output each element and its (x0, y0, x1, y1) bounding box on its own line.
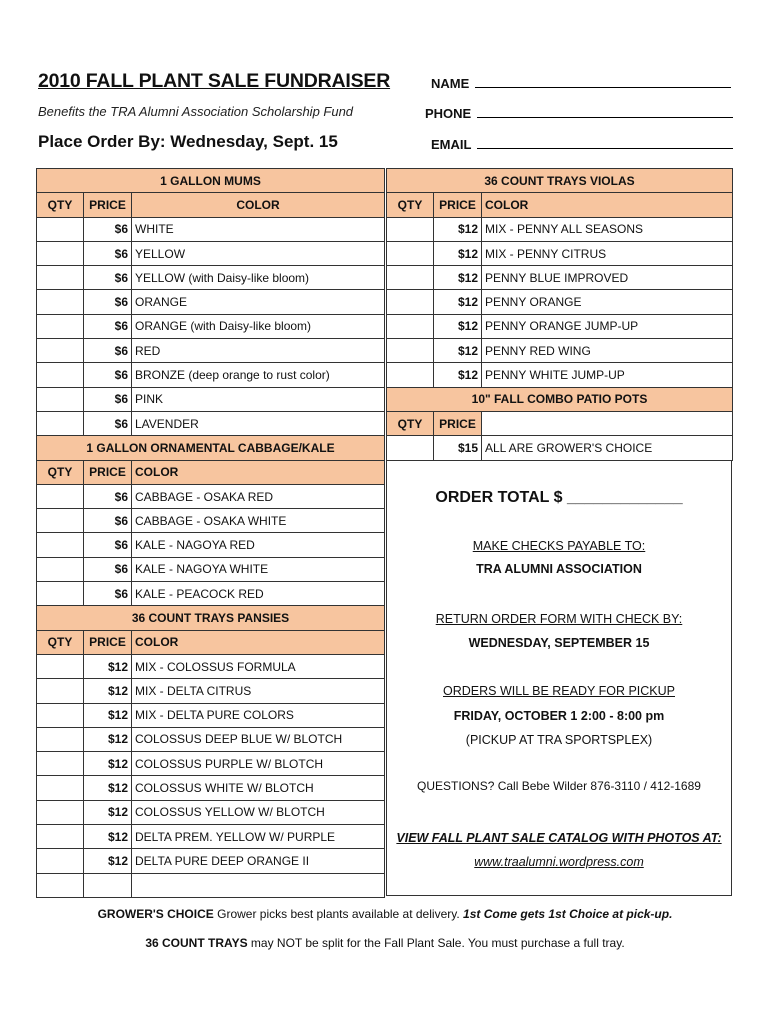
item-name-cell: YELLOW (with Daisy-like bloom) (132, 266, 385, 290)
table-row (37, 557, 385, 581)
price-cell: $6 (84, 557, 132, 581)
item-name-cell: CABBAGE - OSAKA RED (132, 484, 385, 508)
column-header-row (387, 193, 733, 217)
price-cell: $6 (84, 582, 132, 606)
item-name-cell: KALE - PEACOCK RED (132, 582, 385, 606)
price-cell: $12 (434, 217, 482, 241)
qty-input-cell[interactable] (37, 533, 84, 557)
qty-input-cell[interactable] (37, 557, 84, 581)
item-name-cell: KALE - NAGOYA WHITE (132, 557, 385, 581)
section-header-row (387, 387, 733, 411)
questions-contact: QUESTIONS? Call Bebe Wilder 876-3110 / 412-1689 (417, 779, 701, 793)
qty-input-cell[interactable] (37, 849, 84, 873)
item-name-cell: MIX - PENNY ALL SEASONS (482, 217, 733, 241)
order-info-box (386, 460, 732, 896)
item-name-cell: COLOSSUS PURPLE W/ BLOTCH (132, 752, 385, 776)
qty-input-cell[interactable] (37, 339, 84, 363)
price-cell: $12 (84, 727, 132, 751)
pickup-place: (PICKUP AT TRA SPORTSPLEX) (465, 733, 653, 747)
qty-column-header: QTY (387, 193, 434, 217)
qty-column-header: QTY (37, 630, 84, 654)
table-row (37, 825, 385, 849)
price-cell: $12 (434, 314, 482, 338)
column-header-row (387, 411, 733, 435)
section-header-row (37, 606, 385, 630)
item-name-cell: WHITE (132, 217, 385, 241)
price-cell: $6 (84, 241, 132, 265)
footer-first-come-text: 1st Come gets 1st Choice at pick-up. (463, 907, 673, 921)
price-cell: $6 (84, 484, 132, 508)
checks-payee: TRA ALUMNI ASSOCIATION (476, 562, 642, 576)
item-name-cell: DELTA PREM. YELLOW W/ PURPLE (132, 825, 385, 849)
price-cell: $12 (84, 825, 132, 849)
table-row (37, 533, 385, 557)
qty-input-cell[interactable] (387, 217, 434, 241)
table-row (37, 727, 385, 751)
table-row (387, 436, 733, 460)
page-title: 2010 FALL PLANT SALE FUNDRAISER (38, 70, 391, 92)
qty-input-cell[interactable] (387, 266, 434, 290)
qty-input-cell[interactable] (37, 825, 84, 849)
qty-input-cell[interactable] (37, 266, 84, 290)
price-column-header: PRICE (434, 411, 482, 435)
price-column-header: PRICE (84, 193, 132, 217)
color-column-header: COLOR (132, 193, 385, 217)
section-header-row (37, 169, 385, 193)
table-row (387, 290, 733, 314)
price-cell: $6 (84, 533, 132, 557)
item-name-cell: PENNY RED WING (482, 339, 733, 363)
item-name-cell: MIX - DELTA CITRUS (132, 679, 385, 703)
pickup-date: FRIDAY, OCTOBER 1 2:00 - 8:00 pm (453, 709, 665, 723)
price-cell: $12 (434, 241, 482, 265)
qty-input-cell[interactable] (37, 217, 84, 241)
price-cell: $6 (84, 363, 132, 387)
item-name-cell: COLOSSUS DEEP BLUE W/ BLOTCH (132, 727, 385, 751)
qty-input-cell[interactable] (37, 509, 84, 533)
price-cell: $12 (84, 654, 132, 678)
item-name-cell: PENNY ORANGE (482, 290, 733, 314)
table-row (37, 290, 385, 314)
table-row (37, 800, 385, 824)
price-cell: $12 (84, 776, 132, 800)
price-cell: $12 (84, 752, 132, 776)
footer-growers-choice-label: GROWER'S CHOICE (97, 907, 214, 921)
qty-input-cell[interactable] (387, 241, 434, 265)
footer-trays-text: may NOT be split for the Fall Plant Sale. You must purchase a full tray. (250, 936, 625, 950)
item-name-cell: COLOSSUS WHITE W/ BLOTCH (132, 776, 385, 800)
price-cell: $6 (84, 387, 132, 411)
item-name-cell: MIX - DELTA PURE COLORS (132, 703, 385, 727)
section-title: 36 COUNT TRAYS PANSIES (37, 606, 385, 630)
qty-input-cell[interactable] (37, 363, 84, 387)
price-cell: $12 (434, 266, 482, 290)
qty-input-cell[interactable] (387, 363, 434, 387)
column-header-row (37, 193, 385, 217)
name-line[interactable] (475, 75, 731, 88)
catalog-link[interactable]: www.traalumni.wordpress.com (474, 855, 644, 869)
table-row (387, 314, 733, 338)
table-row (37, 411, 385, 435)
qty-input-cell[interactable] (387, 314, 434, 338)
empty-header-cell (482, 411, 733, 435)
order-deadline: Place Order By: Wednesday, Sept. 15 (38, 132, 338, 151)
price-column-header: PRICE (84, 460, 132, 484)
qty-column-header: QTY (37, 193, 84, 217)
item-name-cell: PINK (132, 387, 385, 411)
table-row (37, 679, 385, 703)
qty-input-cell[interactable] (37, 679, 84, 703)
table-row (37, 654, 385, 678)
catalog-label: VIEW FALL PLANT SALE CATALOG WITH PHOTOS AT: (396, 831, 722, 845)
phone-line[interactable] (477, 105, 733, 118)
price-cell: $12 (84, 703, 132, 727)
price-column-header: PRICE (434, 193, 482, 217)
price-cell: $12 (84, 849, 132, 873)
table-row (37, 363, 385, 387)
section-title: 36 COUNT TRAYS VIOLAS (387, 169, 733, 193)
item-name-cell: PENNY BLUE IMPROVED (482, 266, 733, 290)
name-label: NAME (431, 76, 470, 91)
email-line[interactable] (477, 136, 733, 149)
section-title: 1 GALLON MUMS (37, 169, 385, 193)
table-row (387, 266, 733, 290)
price-cell: $6 (84, 266, 132, 290)
color-column-header: COLOR (482, 193, 733, 217)
item-name-cell: MIX - COLOSSUS FORMULA (132, 654, 385, 678)
item-name-cell: RED (132, 339, 385, 363)
section-title: 10" FALL COMBO PATIO POTS (387, 387, 733, 411)
item-name-cell: PENNY WHITE JUMP-UP (482, 363, 733, 387)
table-row (387, 217, 733, 241)
qty-input-cell[interactable] (37, 241, 84, 265)
left-order-table (36, 168, 385, 898)
price-cell: $6 (84, 217, 132, 241)
empty-cell (132, 873, 385, 897)
price-cell: $12 (434, 290, 482, 314)
qty-input-cell[interactable] (37, 752, 84, 776)
name-field[interactable] (431, 75, 731, 91)
item-name-cell: MIX - PENNY CITRUS (482, 241, 733, 265)
footer-growers-choice (0, 907, 770, 921)
footer-trays-label: 36 COUNT TRAYS (145, 936, 248, 950)
table-row (37, 703, 385, 727)
qty-input-cell[interactable] (37, 800, 84, 824)
price-cell: $6 (84, 314, 132, 338)
table-row (37, 387, 385, 411)
email-label: EMAIL (431, 137, 472, 152)
table-row (387, 241, 733, 265)
column-header-row (37, 460, 385, 484)
price-cell: $12 (84, 679, 132, 703)
price-cell: $12 (84, 800, 132, 824)
qty-input-cell[interactable] (387, 436, 434, 460)
section-header-row (37, 436, 385, 460)
qty-input-cell[interactable] (37, 411, 84, 435)
section-header-row (387, 169, 733, 193)
table-row (387, 363, 733, 387)
order-total: ORDER TOTAL $ _____________ (435, 489, 683, 506)
blank-row (37, 873, 385, 897)
table-row (37, 582, 385, 606)
column-header-row (37, 630, 385, 654)
qty-input-cell[interactable] (37, 582, 84, 606)
pickup-label: ORDERS WILL BE READY FOR PICKUP (443, 684, 675, 698)
price-cell: $15 (434, 436, 482, 460)
item-name-cell: BRONZE (deep orange to rust color) (132, 363, 385, 387)
qty-input-cell[interactable] (37, 873, 84, 897)
return-label: RETURN ORDER FORM WITH CHECK BY: (435, 612, 683, 626)
right-order-table (386, 168, 733, 461)
table-row (37, 314, 385, 338)
phone-field[interactable] (425, 105, 733, 121)
price-cell: $6 (84, 509, 132, 533)
qty-input-cell[interactable] (37, 727, 84, 751)
item-name-cell: ALL ARE GROWER'S CHOICE (482, 436, 733, 460)
checks-label: MAKE CHECKS PAYABLE TO: (472, 539, 646, 553)
color-column-header: COLOR (132, 460, 385, 484)
table-row (37, 339, 385, 363)
price-cell: $6 (84, 290, 132, 314)
item-name-cell: PENNY ORANGE JUMP-UP (482, 314, 733, 338)
item-name-cell: ORANGE (with Daisy-like bloom) (132, 314, 385, 338)
qty-column-header: QTY (387, 411, 434, 435)
page-subtitle: Benefits the TRA Alumni Association Scholarship Fund (38, 104, 354, 119)
color-column-header: COLOR (132, 630, 385, 654)
qty-input-cell[interactable] (37, 654, 84, 678)
table-row (37, 752, 385, 776)
item-name-cell: LAVENDER (132, 411, 385, 435)
table-row (37, 217, 385, 241)
qty-input-cell[interactable] (37, 290, 84, 314)
item-name-cell: CABBAGE - OSAKA WHITE (132, 509, 385, 533)
price-cell: $6 (84, 339, 132, 363)
return-deadline: WEDNESDAY, SEPTEMBER 15 (468, 636, 650, 650)
qty-input-cell[interactable] (37, 703, 84, 727)
item-name-cell: COLOSSUS YELLOW W/ BLOTCH (132, 800, 385, 824)
price-column-header: PRICE (84, 630, 132, 654)
item-name-cell: ORANGE (132, 290, 385, 314)
table-row (37, 509, 385, 533)
price-cell: $12 (434, 339, 482, 363)
phone-label: PHONE (425, 106, 472, 121)
qty-column-header: QTY (37, 460, 84, 484)
table-row (387, 339, 733, 363)
price-cell: $6 (84, 411, 132, 435)
qty-input-cell[interactable] (37, 314, 84, 338)
footer-growers-choice-text: Grower picks best plants available at delivery. (217, 907, 460, 921)
email-field[interactable] (431, 136, 733, 152)
table-row (37, 776, 385, 800)
qty-input-cell[interactable] (37, 484, 84, 508)
table-row (37, 241, 385, 265)
price-cell: $12 (434, 363, 482, 387)
empty-cell (84, 873, 132, 897)
item-name-cell: KALE - NAGOYA RED (132, 533, 385, 557)
item-name-cell: YELLOW (132, 241, 385, 265)
qty-input-cell[interactable] (37, 387, 84, 411)
footer-trays-note (0, 936, 770, 950)
qty-input-cell[interactable] (387, 339, 434, 363)
qty-input-cell[interactable] (37, 776, 84, 800)
table-row (37, 484, 385, 508)
table-row (37, 266, 385, 290)
table-row (37, 849, 385, 873)
item-name-cell: DELTA PURE DEEP ORANGE II (132, 849, 385, 873)
qty-input-cell[interactable] (387, 290, 434, 314)
section-title: 1 GALLON ORNAMENTAL CABBAGE/KALE (37, 436, 385, 460)
